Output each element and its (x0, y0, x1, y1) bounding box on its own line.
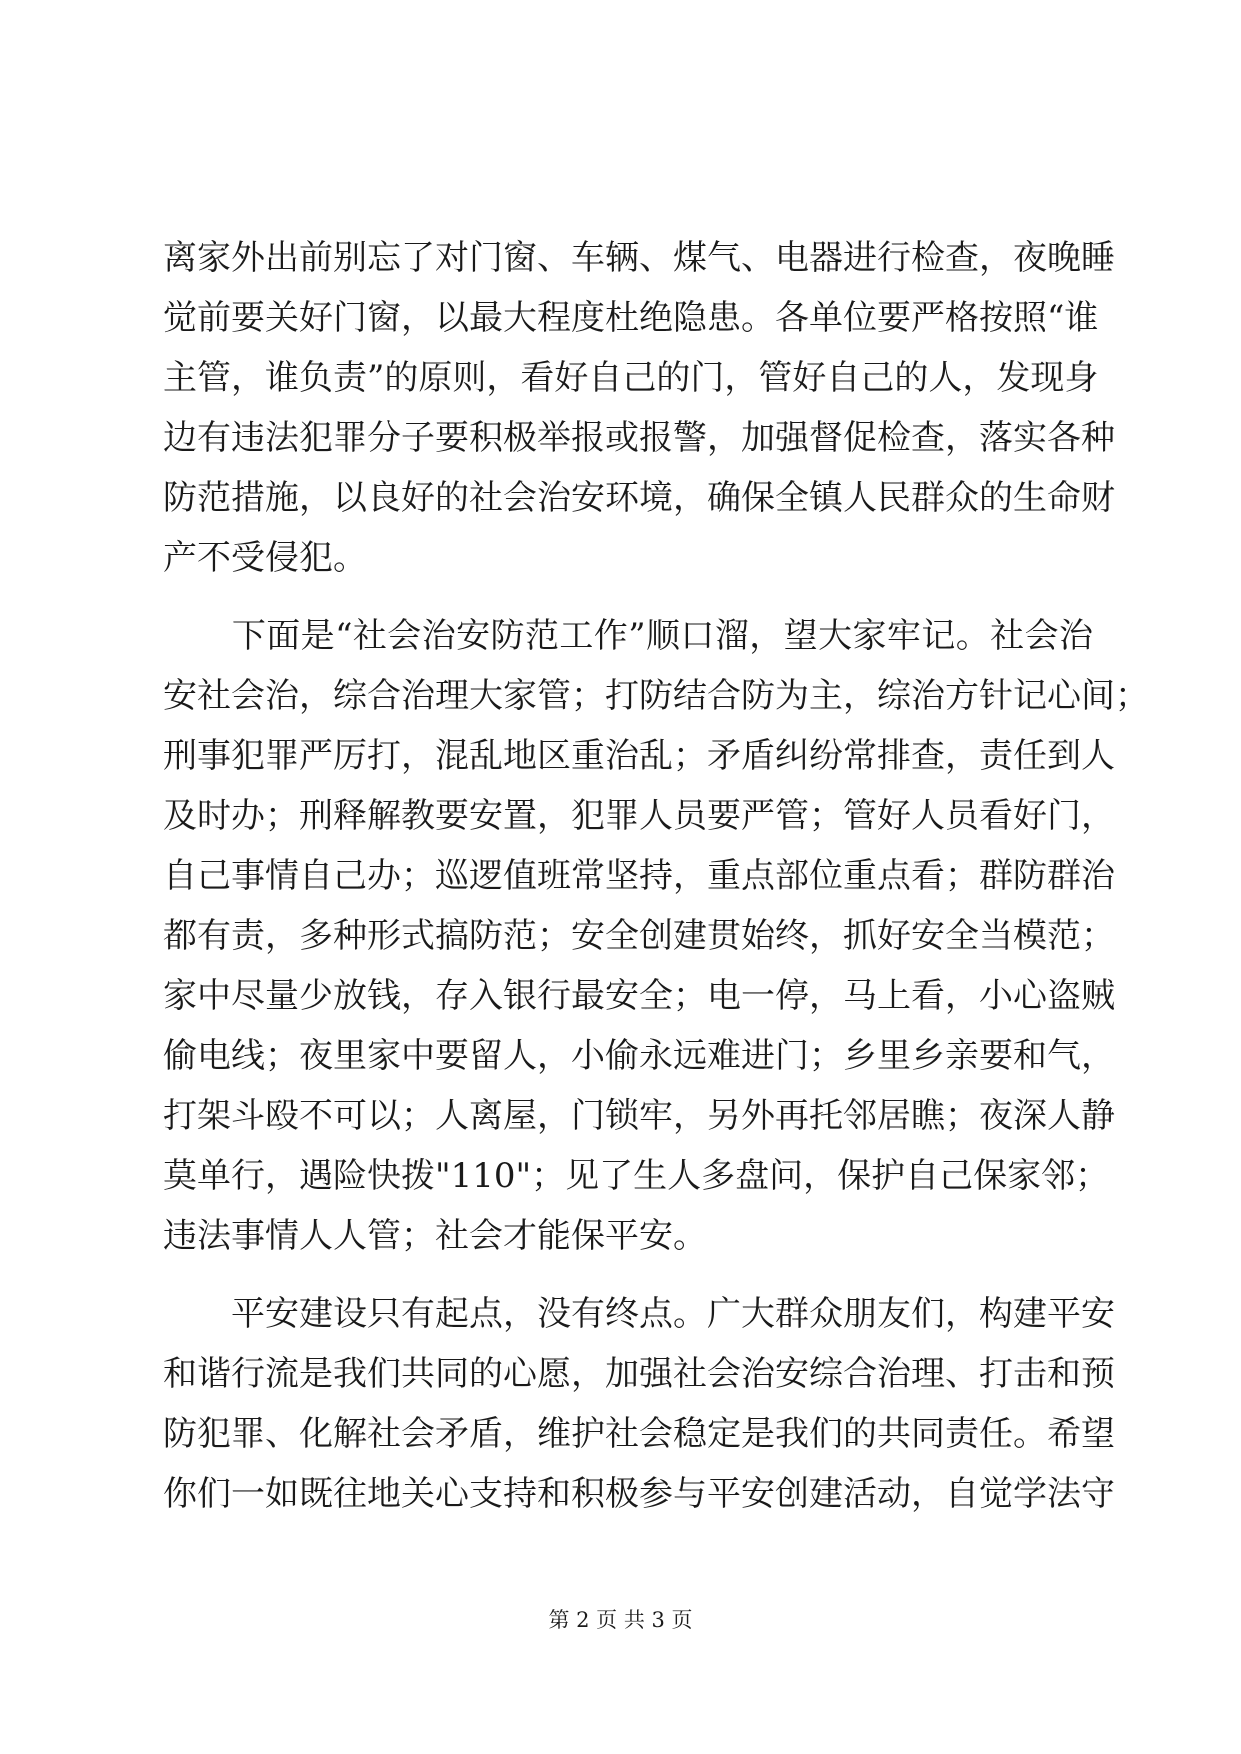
text-line: 家中尽量少放钱，存入银行最安全；电一停，马上看，小心盗贼 (163, 976, 1115, 1016)
text-line: 违法事情人人管；社会才能保平安。 (163, 1216, 707, 1256)
text-line: 刑事犯罪严厉打，混乱地区重治乱；矛盾纠纷常排查，责任到人 (163, 736, 1115, 776)
text-line: 平安建设只有起点，没有终点。广大群众朋友们，构建平安 (163, 1294, 1115, 1334)
text-line: 打架斗殴不可以；人离屋，门锁牢，另外再托邻居瞧；夜深人静 (163, 1096, 1115, 1136)
paragraph-2 (163, 606, 1149, 1266)
text-line: 主管，谁负责”的原则，看好自己的门，管好自己的人，发现身 (163, 358, 1099, 398)
text-line: 偷电线；夜里家中要留人，小偷永远难进门；乡里乡亲要和气， (163, 1036, 1115, 1076)
text-line: 和谐行流是我们共同的心愿，加强社会治安综合治理、打击和预 (163, 1354, 1115, 1394)
text-line: 下面是“社会治安防范工作”顺口溜，望大家牢记。社会治 (163, 616, 1093, 656)
text-line: 安社会治，综合治理大家管；打防结合防为主，综治方针记心间； (163, 676, 1149, 716)
text-line: 自己事情自己办；巡逻值班常坚持，重点部位重点看；群防群治 (163, 856, 1115, 896)
text-line: 你们一如既往地关心支持和积极参与平安创建活动，自觉学法守 (163, 1474, 1115, 1514)
text-line: 及时办；刑释解教要安置，犯罪人员要严管；管好人员看好门， (163, 796, 1115, 836)
body-text (163, 228, 1149, 1524)
page-number-footer: 第 2 页 共 3 页 (548, 1608, 693, 1632)
paragraph-spacer (163, 1266, 1093, 1284)
paragraph-3 (163, 1284, 1115, 1524)
text-line: 防犯罪、化解社会矛盾，维护社会稳定是我们的共同责任。希望 (163, 1414, 1115, 1454)
paragraph-1 (163, 228, 1115, 588)
paragraph-spacer (163, 588, 1093, 606)
text-line: 边有违法犯罪分子要积极举报或报警，加强督促检查，落实各种 (163, 418, 1115, 458)
text-line: 产不受侵犯。 (163, 538, 367, 578)
text-line: 都有责，多种形式搞防范；安全创建贯始终，抓好安全当模范； (163, 916, 1115, 956)
text-line: 防范措施，以良好的社会治安环境，确保全镇人民群众的生命财 (163, 478, 1115, 518)
text-line: 莫单行，遇险快拨"110"；见了生人多盘问，保护自己保家邻； (163, 1156, 1110, 1196)
text-line: 离家外出前别忘了对门窗、车辆、煤气、电器进行检查，夜晚睡 (163, 238, 1115, 278)
text-line: 觉前要关好门窗，以最大程度杜绝隐患。各单位要严格按照“谁 (163, 298, 1099, 338)
